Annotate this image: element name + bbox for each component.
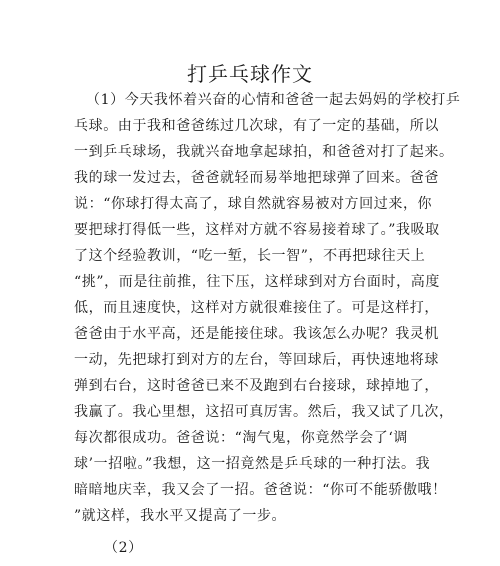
paragraph-1-line-9: 低，而且速度快，这样对方就很难接住了。可是这样打，: [74, 300, 439, 316]
paragraph-1-line-8: “挑”，而是往前推，往下压，这样球到对方台面时，高度: [74, 274, 440, 290]
paragraph-1-line-1: （1）今天我怀着兴奋的心情和爸爸一起去妈妈的学校打乒: [86, 92, 461, 108]
paragraph-2-heading: （2）: [104, 540, 143, 556]
paragraph-1-line-6: 要把球打得低一些，这样对方就不容易接着球了。”我吸取: [74, 222, 440, 238]
paragraph-1-line-10: 爸爸由于水平高，还是能接住球。我该怎么办呢？我灵机: [74, 326, 439, 342]
paragraph-1-line-7: 了这个经验教训，“吃一堑，长一智”，不再把球往天上: [74, 248, 426, 264]
paragraph-1-line-14: 每次都很成功。爸爸说：“淘气鬼，你竟然学会了‘调: [74, 430, 409, 446]
paragraph-1-line-3: 一到乒乓球场，我就兴奋地拿起球拍，和爸爸对打了起来。: [74, 144, 454, 160]
paragraph-1-line-12: 弹到右台，这时爸爸已来不及跑到右台接球，球掉地了，: [74, 378, 439, 394]
paragraph-1-line-5: 说：“你球打得太高了，球自然就容易被对方回过来，你: [74, 196, 433, 212]
paragraph-1-line-2: 乓球。由于我和爸爸练过几次球，有了一定的基础，所以: [74, 118, 439, 134]
essay-title: 打乒乓球作文: [187, 62, 313, 86]
paragraph-1-line-16: 暗暗地庆幸，我又会了一招。爸爸说：“你可不能骄傲哦！: [74, 482, 447, 498]
paragraph-1-line-15: 球’一招啦。”我想，这一招竟然是乒乓球的一种打法。我: [74, 456, 431, 472]
paragraph-1-line-11: 一动，先把球打到对方的左台，等回球后，再快速地将球: [74, 352, 439, 368]
paragraph-1-line-17: ”就这样，我水平又提高了一步。: [74, 508, 287, 524]
paragraph-1-line-4: 我的球一发过去，爸爸就轻而易举地把球弹了回来。爸爸: [74, 170, 439, 186]
paragraph-1-line-13: 我赢了。我心里想，这招可真厉害。然后，我又试了几次，: [74, 404, 454, 420]
